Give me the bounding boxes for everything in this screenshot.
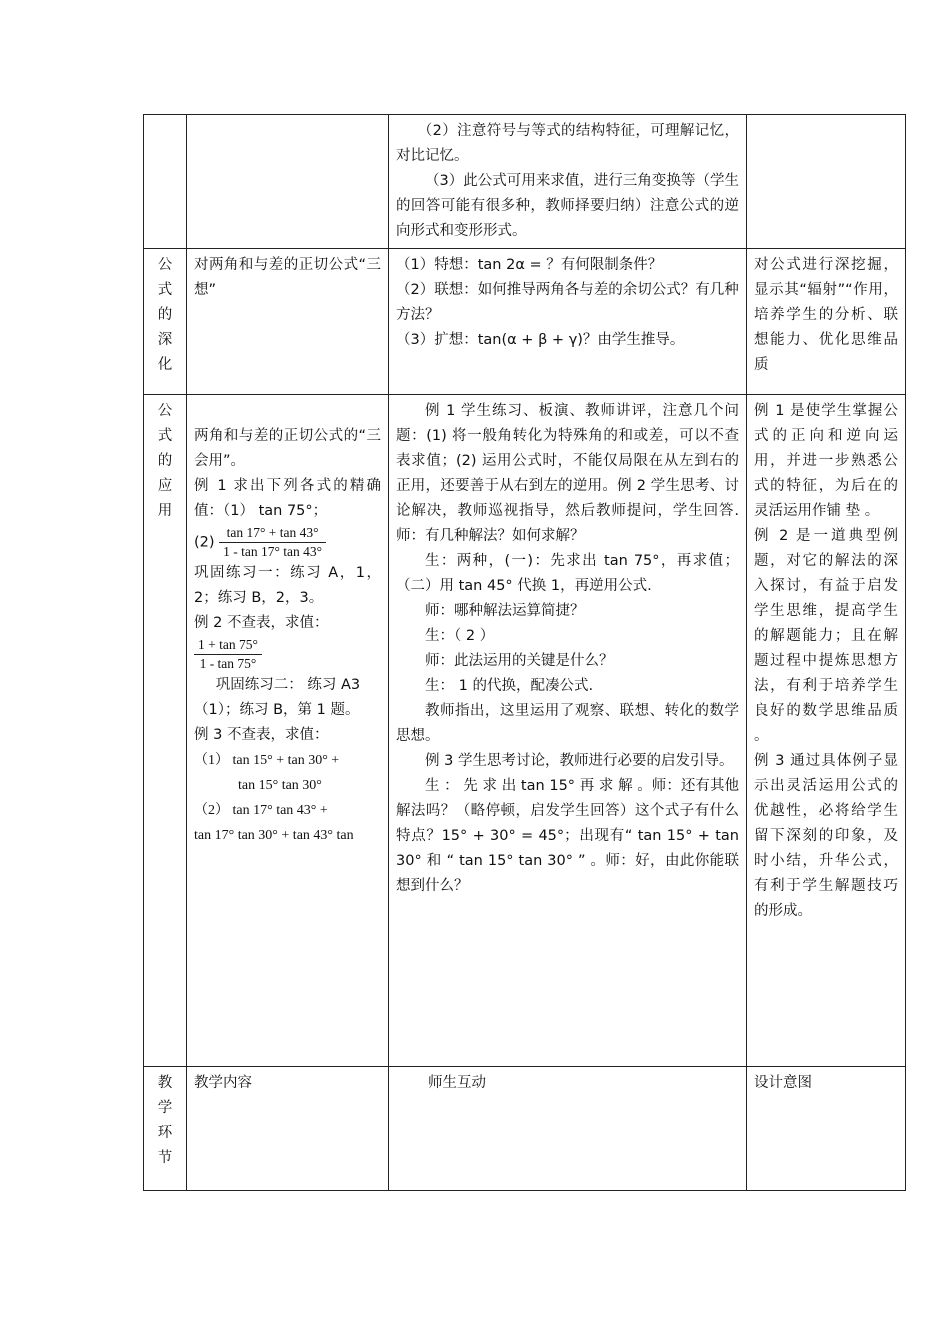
- stage-char: 深: [157, 332, 173, 348]
- paragraph: 生：两种，(一)：先求出 tan 75°，再求值；（二）用 tan 45° 代换 1，再逆用公式.: [396, 553, 739, 594]
- example-2-expression: [194, 636, 381, 673]
- content-cell: [187, 115, 389, 249]
- stage-char: 式: [157, 428, 173, 444]
- numerator: tan 17° + tan 43°: [219, 524, 326, 543]
- content-cell: [187, 395, 389, 1067]
- paragraph: 师：此法运用的关键是什么？: [425, 653, 614, 669]
- interaction-cell: [389, 115, 747, 249]
- interaction-cell: [389, 249, 747, 395]
- intent-cell: [747, 395, 906, 1067]
- example-3-part-2a: （2） tan 17° tan 43° +: [194, 803, 328, 818]
- numerator: 1 + tan 75°: [194, 636, 262, 655]
- stage-char: 公: [157, 403, 173, 419]
- paragraph: 例 2 是一道典型例题，对它的解法的深入探讨，有益于启发学生思维，提高学生的解题能力；且在解题过程中提炼思想方法，有利于培养学生良好的数学思维品质 。: [754, 528, 898, 744]
- fraction: [219, 524, 326, 561]
- practice-1: 巩固练习一：练习 A，1，2；练习 B，2，3。: [194, 565, 381, 606]
- practice-2: 巩固练习二： 练习 A3（1）；练习 B，第 1 题。: [194, 677, 361, 718]
- stage-char: 式: [157, 282, 173, 298]
- stage-char: 学: [157, 1100, 173, 1116]
- interaction-cell: [389, 1067, 747, 1191]
- fraction: [194, 636, 262, 673]
- table-row: [144, 1067, 906, 1191]
- content-cell: [187, 249, 389, 395]
- denominator: 1 - tan 17° tan 43°: [223, 544, 323, 559]
- stage-char: 化: [157, 357, 173, 373]
- stage-cell: [144, 1067, 187, 1191]
- lesson-plan-table: [143, 114, 906, 1191]
- example-1: 例 1 求出下列各式的精确值：（1） tan 75°；: [194, 478, 381, 519]
- table-row: [144, 115, 906, 249]
- stage-char: 节: [157, 1150, 173, 1166]
- stage-char: 应: [157, 478, 173, 494]
- example-1-part-2: [194, 524, 381, 561]
- paragraph: 对公式进行深挖掘，显示其“辐射”“作用，培养学生的分析、联想能力、优化思维品质: [754, 257, 898, 373]
- paragraph: 生 ： 先 求 出 tan 15° 再 求 解 。师：还有其他解法吗？（略停顿，启发学生回答）这个式子有什么特点？15° + 30° = 45°；出现有“ tan 15° + tan 30° 和 “ tan 15° tan 30° ” 。师：好，由此你能联想到什么？: [396, 778, 739, 894]
- paragraph: （3）扩想：tan(α + β + γ)？由学生推导。: [396, 332, 685, 348]
- column-heading: 教学内容: [194, 1075, 252, 1091]
- paragraph: 师：哪种解法运算简捷？: [425, 603, 585, 619]
- paragraph: 例 3 学生思考讨论，教师进行必要的启发引导。: [425, 753, 734, 769]
- stage-cell: [144, 395, 187, 1067]
- example-3: 例 3 不查表，求值：: [194, 727, 329, 743]
- column-heading: 师生互动: [428, 1075, 486, 1091]
- paragraph: 例 1 学生练习、板演、教师讲评，注意几个问题：(1) 将一般角转化为特殊角的和或差，可以不查表求值；(2) 运用公式时，不能仅局限在从左到右的正用，还要善于从右到左的逆用。例 2 学生思考、讨论解决，教师巡视指导，然后教师提问，学生回答. 师：有几种解法？如何求解？: [396, 403, 739, 544]
- table-row: [144, 249, 906, 395]
- paragraph: 对两角和与差的正切公式“三想”: [194, 257, 381, 298]
- paragraph: 两角和与差的正切公式的“三会用”。: [194, 428, 381, 469]
- stage-char: 的: [157, 307, 173, 323]
- denominator: 1 - tan 75°: [199, 656, 257, 671]
- example-3-part-1b: tan 15° tan 30°: [238, 778, 322, 793]
- paragraph: （1）特想：tan 2α = ？有何限制条件？: [396, 257, 663, 273]
- table-row: [144, 395, 906, 1067]
- example-2: 例 2 不查表，求值：: [194, 615, 329, 631]
- stage-char: 公: [157, 257, 173, 273]
- stage-char: 环: [157, 1125, 173, 1141]
- item-label: (2): [194, 534, 215, 551]
- stage-char: 的: [157, 453, 173, 469]
- paragraph: （2）注意符号与等式的结构特征，可理解记忆，对比记忆。: [396, 123, 739, 164]
- example-3-part-1a: （1） tan 15° + tan 30° +: [194, 753, 340, 768]
- stage-cell: [144, 249, 187, 395]
- intent-cell: [747, 1067, 906, 1191]
- stage-char: 用: [157, 503, 173, 519]
- paragraph: （2）联想：如何推导两角各与差的余切公式？有几种方法？: [396, 282, 739, 323]
- paragraph: 教师指出，这里运用了观察、联想、转化的数学思想。: [396, 703, 739, 744]
- paragraph: 例 1 是使学生掌握公式的正向和逆向运用，并进一步熟悉公式的特征，为后在的灵活运用作铺 垫 。: [754, 403, 898, 519]
- paragraph: 生：（ 2 ）: [425, 628, 495, 644]
- interaction-cell: [389, 395, 747, 1067]
- stage-char: 教: [157, 1075, 173, 1091]
- stage-cell: [144, 115, 187, 249]
- column-heading: 设计意图: [754, 1075, 812, 1091]
- intent-cell: [747, 115, 906, 249]
- intent-cell: [747, 249, 906, 395]
- paragraph: 生： 1 的代换，配凑公式.: [425, 678, 594, 694]
- paragraph: （3）此公式可用来求值，进行三角变换等（学生的回答可能有很多种，教师择要归纳）注意公式的逆向形式和变形形式。: [396, 173, 739, 239]
- example-3-part-2b: tan 17° tan 30° + tan 43° tan: [194, 828, 354, 843]
- content-cell: [187, 1067, 389, 1191]
- paragraph: 例 3 通过具体例子显示出灵活运用公式的优越性，必将给学生留下深刻的印象，及时小结，升华公式，有利于学生解题技巧的形成。: [754, 753, 898, 919]
